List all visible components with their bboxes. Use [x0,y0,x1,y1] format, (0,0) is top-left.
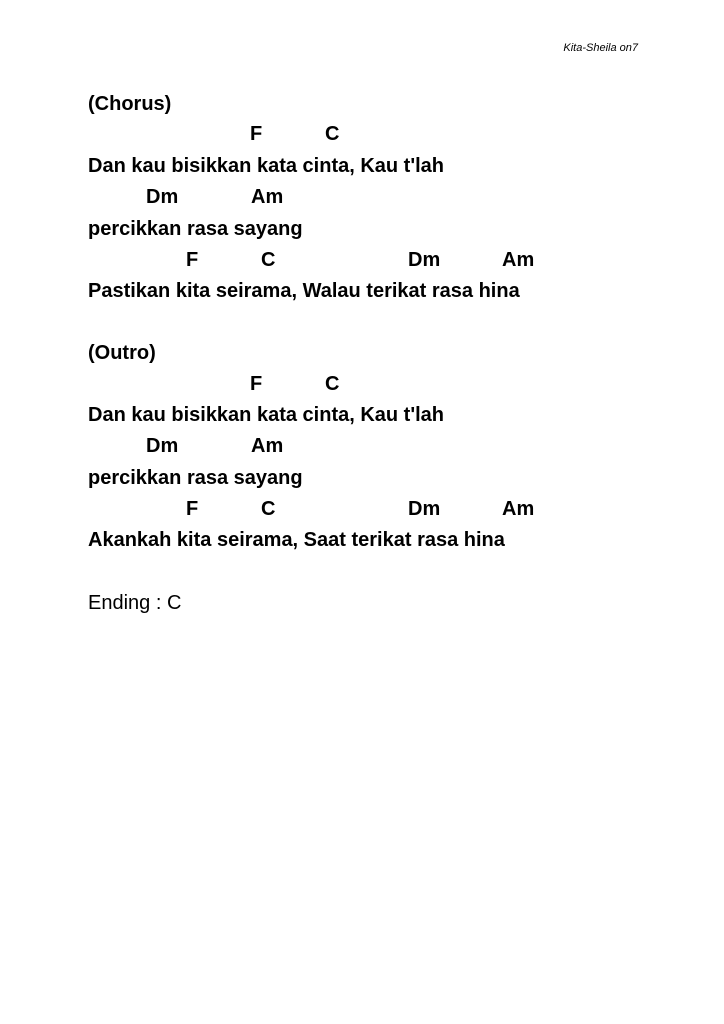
chord: Dm [146,435,179,457]
chorus-chord-row-2 [0,185,724,209]
chord: F [186,249,199,271]
outro-lyric-line-3: Akankah kita seirama, Saat terikat rasa hina [88,529,505,551]
outro-chord-row-2 [0,434,724,458]
outro-lyric-line-1: Dan kau bisikkan kata cinta, Kau t'lah [88,404,444,426]
chorus-lyric-line-3: Pastikan kita seirama, Walau terikat rasa hina [88,280,520,302]
chord: Am [502,249,535,271]
outro-chord-row-1 [0,372,724,396]
chord: Dm [408,249,441,271]
outro-section-label: (Outro) [88,342,156,364]
song-title-header: Kita-Sheila on7 [563,42,638,54]
chorus-section-label: (Chorus) [88,93,172,115]
chord: F [250,123,263,145]
chord: Am [251,186,284,208]
chord: Dm [146,186,179,208]
chord: Dm [408,498,441,520]
chorus-lyric-line-1: Dan kau bisikkan kata cinta, Kau t'lah [88,155,444,177]
chorus-chord-row-1 [0,122,724,146]
chord: F [250,373,263,395]
chorus-chord-row-3 [0,248,724,272]
chord: F [186,498,199,520]
ending-text: Ending : C [88,592,182,614]
chord: C [261,498,276,520]
chord: Am [502,498,535,520]
chorus-lyric-line-2: percikkan rasa sayang [88,218,303,240]
chord: C [325,373,340,395]
outro-chord-row-3 [0,497,724,521]
outro-lyric-line-2: percikkan rasa sayang [88,467,303,489]
chord: C [261,249,276,271]
chord: C [325,123,340,145]
chord: Am [251,435,284,457]
